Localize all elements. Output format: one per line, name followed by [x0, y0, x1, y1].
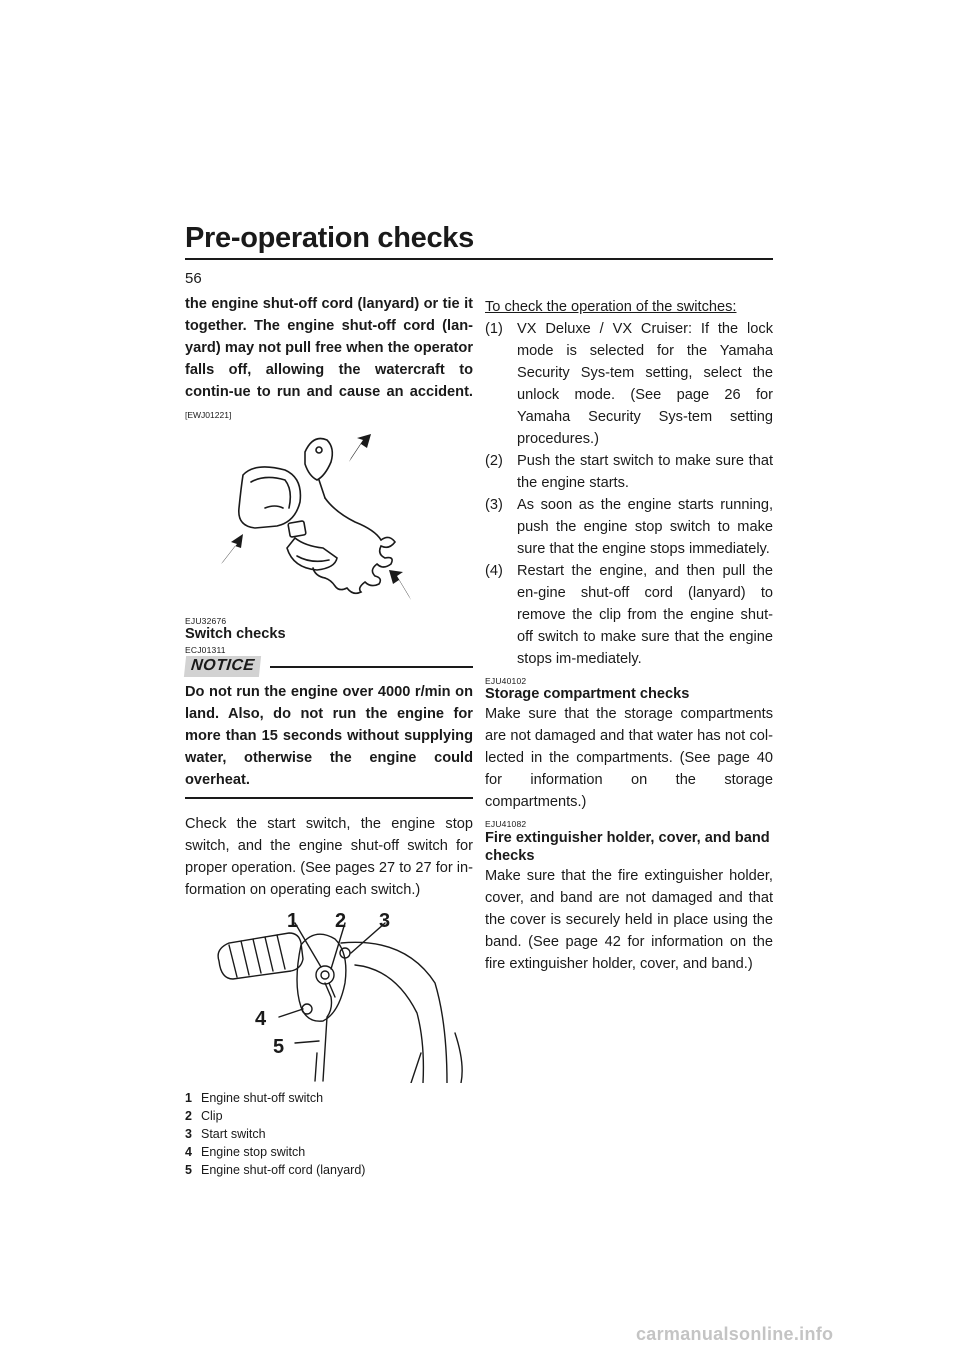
- step-item: [485, 318, 773, 450]
- step-number: (3): [485, 497, 503, 513]
- footer-watermark: carmanualsonline.info: [636, 1324, 834, 1344]
- switch-check-body: Check the start switch, the engine stop switch, and the engine shut-off switch for proper operation. (See pages 27 to 27 for in-formation on operating each switch.): [185, 816, 474, 898]
- warning-text: the engine shut-off cord (lanyard) or tie it together. The engine shut-off cord (lan-yard) may not pull free when the operator falls off, allowing the watercraft to contin-ue to run and cause an accident.: [185, 296, 473, 400]
- page-number: 56: [185, 270, 202, 287]
- notice-header: [185, 656, 473, 677]
- right-column: [485, 296, 773, 975]
- step-number: (1): [485, 321, 503, 337]
- notice-label: NOTICE: [184, 656, 262, 677]
- legend-number: 2: [185, 1109, 192, 1123]
- lanyard-figure: [185, 430, 473, 610]
- legend-number: 4: [185, 1145, 192, 1159]
- legend-label: Engine shut-off switch: [201, 1091, 324, 1105]
- legend-number: 5: [185, 1163, 192, 1177]
- switch-figure: [185, 913, 473, 1083]
- callout-2: 2: [335, 913, 347, 932]
- callout-5: 5: [273, 1036, 285, 1058]
- step-text: As soon as the engine starts running, push the engine stop switch to make sure that the engine stops immediately.: [517, 497, 773, 557]
- legend-label: Engine stop switch: [201, 1145, 306, 1159]
- warning-code: [EWJ01221]: [185, 410, 232, 420]
- step-text: Restart the engine, and then pull the en-gine shut-off cord (lanyard) to remove the clip from the engine shut-off switch to make sure that the engine stops im-mediately.: [517, 563, 773, 667]
- page-title: Pre-operation checks: [185, 222, 474, 254]
- lanyard-illustration: [185, 430, 473, 610]
- legend-item: [185, 1125, 473, 1143]
- step-text: VX Deluxe / VX Cruiser: If the lock mode is selected for the Yamaha Security Sys-tem setting, select the unlock mode. (See page 26 for Yamaha Security Sys-tem setting procedures.): [517, 321, 773, 447]
- storage-body: Make sure that the storage compartments are not damaged and that water has not col-lected in the compartments. (See page 40 for information on the storage compartments.): [485, 706, 773, 810]
- check-procedure-heading: To check the operation of the switches:: [485, 299, 737, 315]
- fire-body: Make sure that the fire extinguisher holder, cover, and band are not damaged and that the cover is securely held in place using the band. (See page 42 for information on the fire extinguisher holder, cover, and band.): [485, 868, 773, 972]
- fire-title: Fire extinguisher holder, cover, and band checks: [485, 830, 770, 864]
- title-rule: [185, 258, 773, 260]
- notice-bottom-rule: [185, 797, 473, 799]
- notice-text: Do not run the engine over 4000 r/min on land. Also, do not run the engine for more than 15 seconds without supplying water, otherwise the engine could overheat.: [185, 684, 473, 788]
- callout-4: 4: [255, 1008, 267, 1030]
- section-code: EJU32676: [185, 616, 227, 626]
- legend-item: [185, 1143, 473, 1161]
- step-item: [485, 560, 773, 670]
- legend-number: 1: [185, 1091, 192, 1105]
- section-title: Switch checks: [185, 626, 286, 642]
- legend-label: Engine shut-off cord (lanyard): [201, 1163, 366, 1177]
- figure-legend: [185, 1089, 473, 1179]
- warning-continuation: [185, 293, 473, 426]
- left-column: [185, 293, 473, 1179]
- legend-number: 3: [185, 1127, 192, 1141]
- storage-code: EJU40102: [485, 676, 527, 686]
- step-number: (2): [485, 453, 503, 469]
- notice-code: ECJ01311: [185, 645, 226, 655]
- notice-top-rule: [270, 666, 473, 668]
- legend-item: [185, 1089, 473, 1107]
- step-text: Push the start switch to make sure that the engine starts.: [517, 453, 773, 491]
- callout-1: 1: [287, 913, 299, 932]
- legend-item: [185, 1107, 473, 1125]
- storage-title: Storage compartment checks: [485, 686, 690, 702]
- fire-code: EJU41082: [485, 819, 527, 829]
- legend-label: Clip: [201, 1109, 223, 1123]
- callout-3: 3: [379, 913, 391, 932]
- legend-label: Start switch: [201, 1127, 266, 1141]
- step-number: (4): [485, 563, 503, 579]
- step-item: [485, 450, 773, 494]
- handlebar-switch-illustration: [185, 913, 473, 1083]
- step-item: [485, 494, 773, 560]
- legend-item: [185, 1161, 473, 1179]
